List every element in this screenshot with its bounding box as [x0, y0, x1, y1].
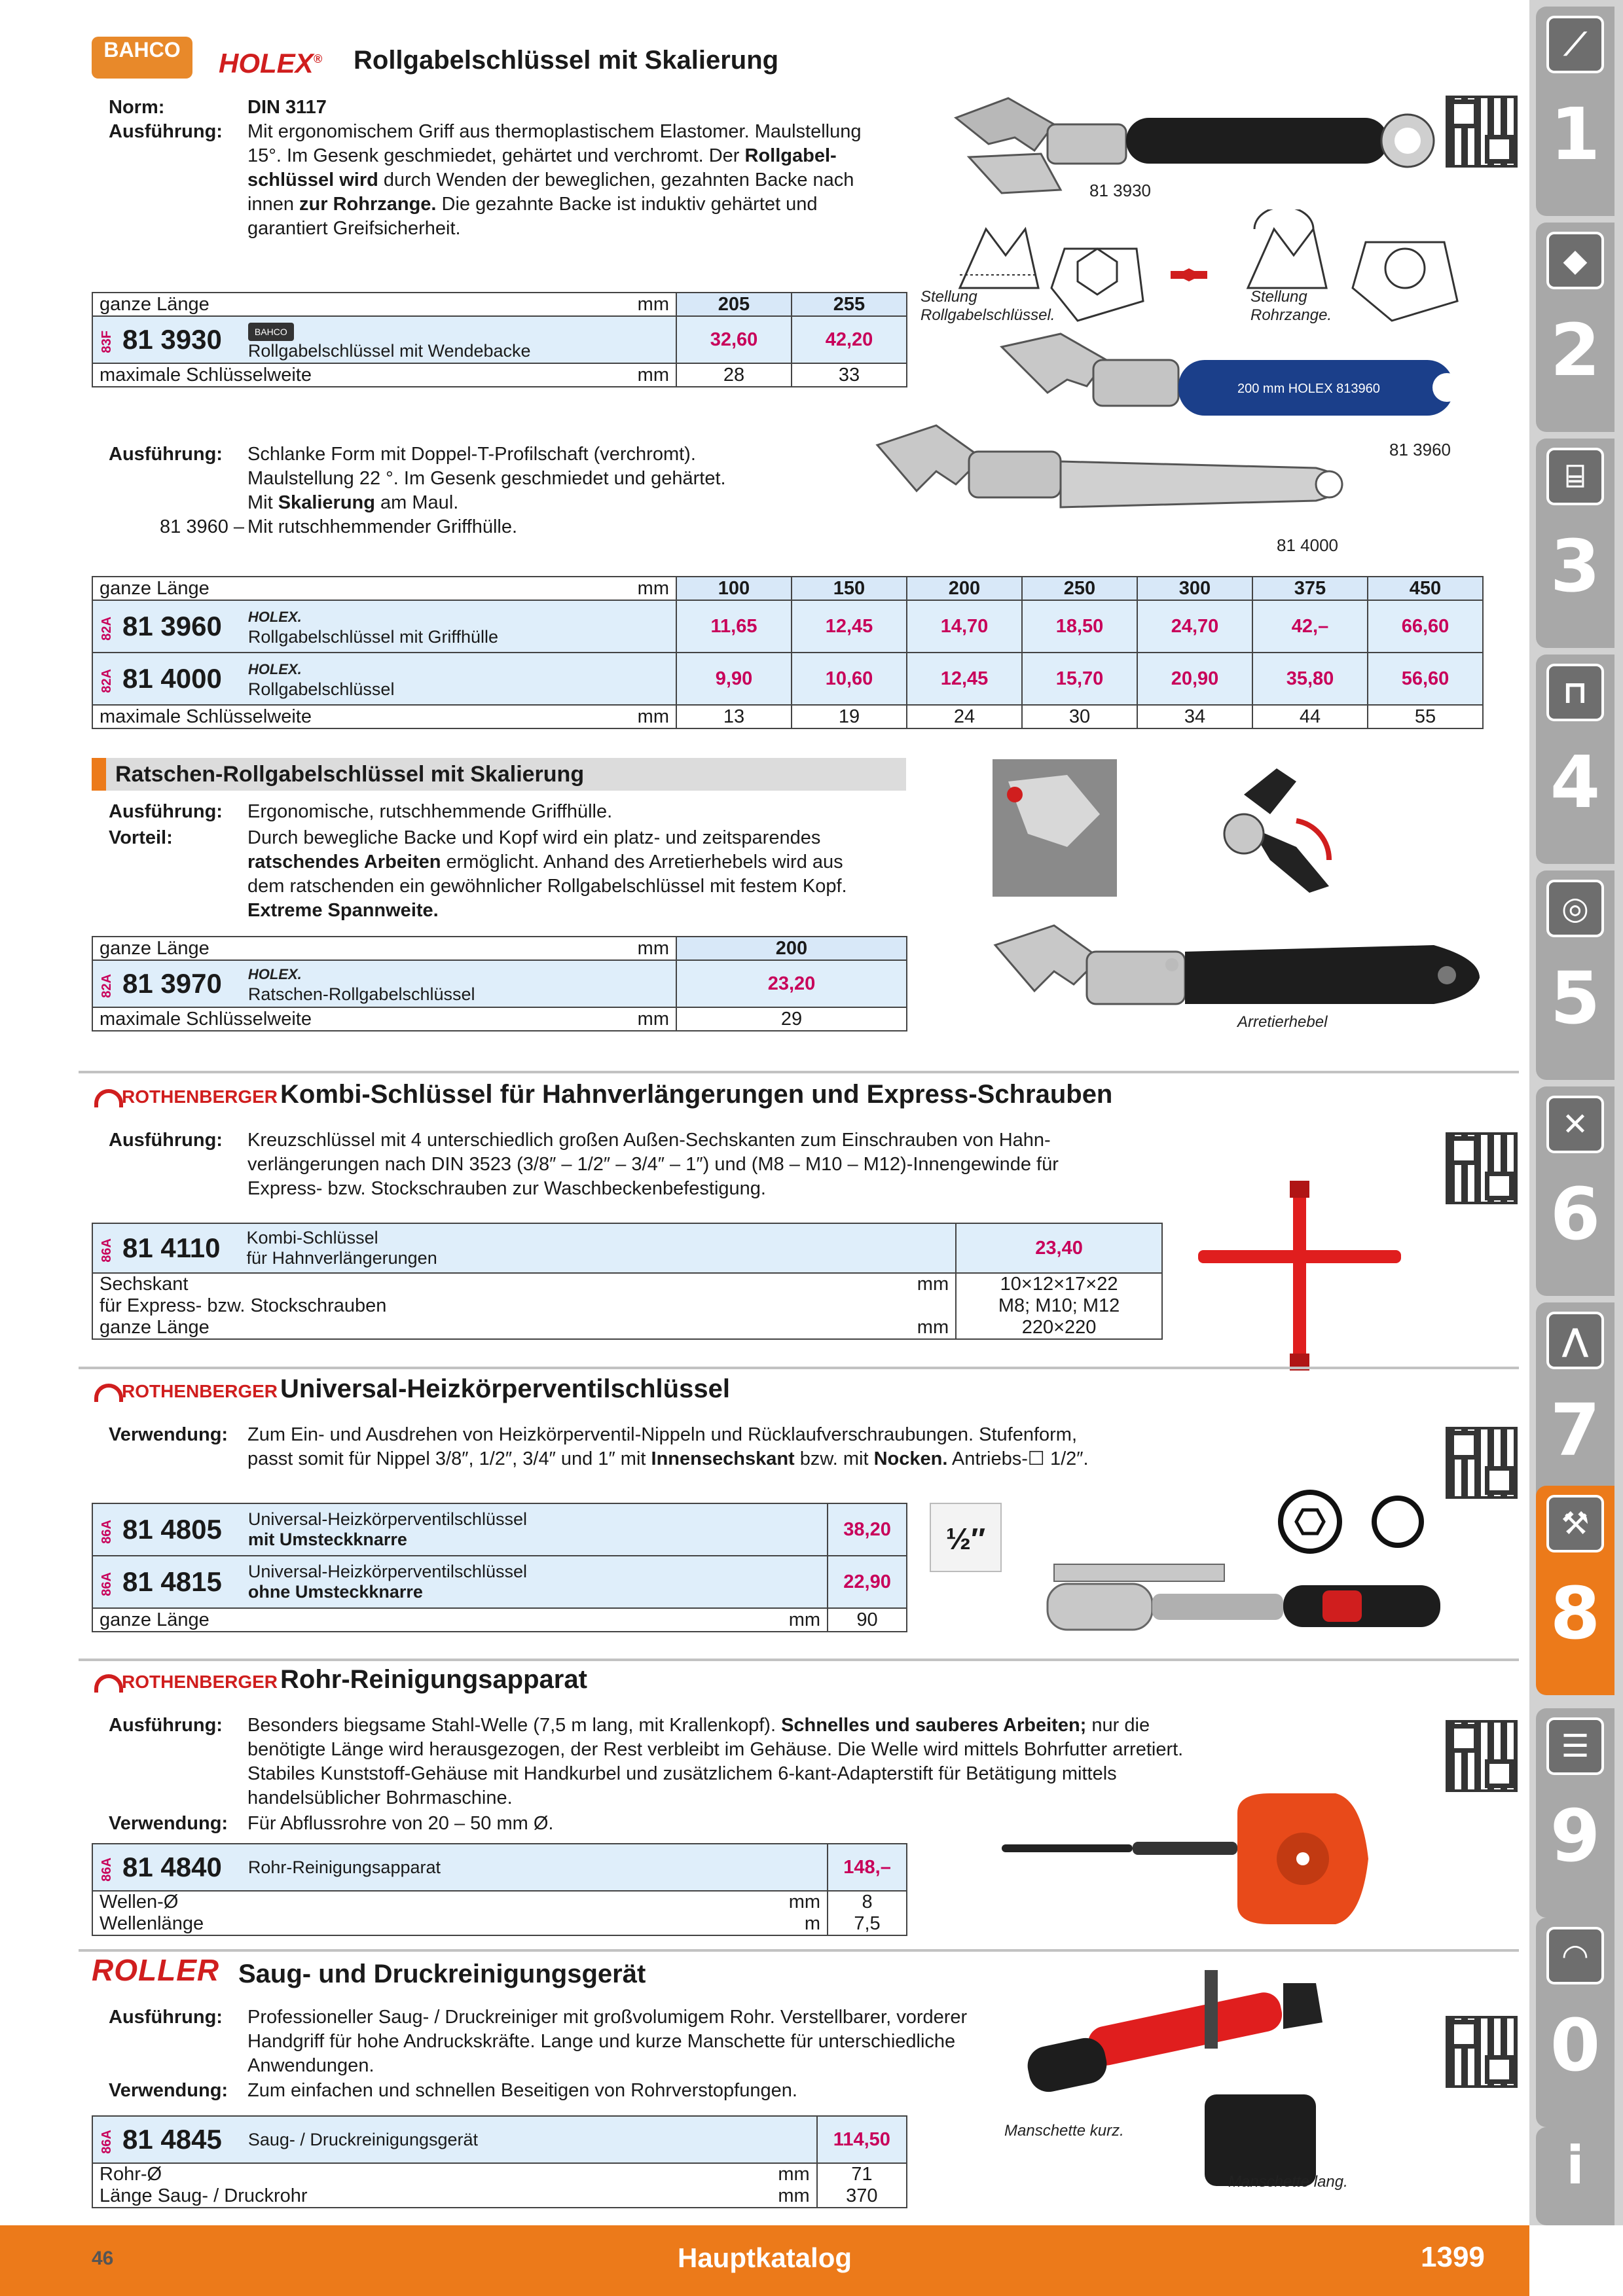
- length-label: ganze Länge: [92, 937, 624, 960]
- length-label: ganze Länge: [92, 577, 624, 600]
- unit: mm: [775, 1891, 828, 1913]
- size-header: 200: [907, 577, 1022, 600]
- ausfuehrung-label: Ausführung:: [109, 1130, 223, 1151]
- product-cell: [92, 2116, 817, 2163]
- size-header: 205: [676, 293, 792, 316]
- rothenberger-logo: ROTHENBERGER: [122, 1378, 278, 1405]
- unit: mm: [765, 2185, 817, 2208]
- max-width-value: 55: [1368, 705, 1483, 728]
- article-number[interactable]: 82A 81 3960: [100, 611, 222, 641]
- max-width-value: 30: [1022, 705, 1137, 728]
- grinding-disc-icon: ◎: [1546, 880, 1604, 937]
- size-header: 250: [1022, 577, 1137, 600]
- caption-lever: Arretierhebel: [1237, 1013, 1328, 1031]
- price: 12,45: [792, 600, 907, 653]
- size-header: 200: [676, 937, 907, 960]
- article-number[interactable]: 86A 81 4815: [100, 1566, 222, 1597]
- product-table-813970: [92, 936, 907, 1031]
- insert-icon: ◆: [1546, 232, 1604, 289]
- product-cell: [92, 653, 676, 705]
- verwendung-label: Verwendung:: [109, 2080, 228, 2101]
- spec-label: ganze Länge: [92, 1317, 903, 1339]
- subsection-header: Ratschen-Rollgabelschlüssel mit Skalierung: [92, 758, 906, 791]
- max-width-value: 24: [907, 705, 1022, 728]
- usage-text: Zum einfachen und schnellen Beseitigen von Rohrverstopfungen.: [247, 2080, 797, 2101]
- price: 12,45: [907, 653, 1022, 705]
- section-title: Kombi-Schlüssel für Hahnverlängerungen und Express-Schrauben: [280, 1080, 1113, 1109]
- max-width-value: 29: [676, 1007, 907, 1031]
- unit: mm: [624, 705, 676, 728]
- pliers-icon: ⋀: [1546, 1312, 1604, 1369]
- rothenberger-logo: ROTHENBERGER: [122, 1669, 278, 1695]
- qr-code: [1446, 1132, 1518, 1204]
- article-number[interactable]: 82A 81 4000: [100, 663, 222, 694]
- image-label: 81 3960: [1389, 440, 1451, 459]
- chapter-tab-5[interactable]: ◎ 5: [1536, 870, 1614, 1080]
- ratchet-wrench-images: [989, 755, 1499, 1056]
- wrench-image-813960-814000: [871, 321, 1486, 556]
- note-article: 81 3960 –: [160, 516, 245, 537]
- description-text: Kreuzschlüssel mit 4 unterschiedlich großen Außen-Sechskanten zum Einschrauben von Hahn- verlängerungen nach DIN 3523 (3/8″ – 1/2″ – 3/4″ – 1″) und (M8 – M10 – M12)-Innengewinde für Express- bzw. Stockschrauben zur Waschbeckenbefestigung.: [247, 1130, 1059, 1199]
- safety-gear-icon: ◠: [1546, 1927, 1604, 1984]
- chapter-tab-7[interactable]: ⋀ 7: [1536, 1302, 1614, 1512]
- chapter-tab-3[interactable]: ⌸ 3: [1536, 439, 1614, 648]
- product-name: Universal-Heizkörperventilschlüssel mit Umsteckknarre: [247, 1509, 527, 1549]
- unit: mm: [624, 1007, 676, 1031]
- max-width-label: maximale Schlüsselweite: [92, 705, 624, 728]
- size-header: 375: [1252, 577, 1368, 600]
- caption-short-cup: Manschette kurz.: [1004, 2122, 1124, 2140]
- price: 56,60: [1368, 653, 1483, 705]
- verwendung-label: Verwendung:: [109, 1813, 228, 1834]
- price: 15,70: [1022, 653, 1137, 705]
- holex-logo: HOLEX®: [219, 48, 322, 79]
- image-label: 81 4000: [1277, 535, 1338, 555]
- article-number[interactable]: 82A 81 3970: [100, 968, 222, 999]
- spec-label: Rohr-Ø: [92, 2163, 765, 2185]
- norm-label: Norm:: [109, 97, 165, 118]
- max-width-value: 33: [792, 363, 907, 387]
- table-row[interactable]: [92, 1503, 907, 1556]
- ausfuehrung-label: Ausführung:: [109, 2007, 223, 2028]
- product-cell: [92, 1223, 956, 1273]
- usage-text: Für Abflussrohre von 20 – 50 mm Ø.: [247, 1813, 554, 1834]
- price: 32,60: [676, 316, 792, 363]
- unit: mm: [903, 1273, 956, 1295]
- rothenberger-logo: ROTHENBERGER: [122, 1084, 278, 1110]
- product-name: Rollgabelschlüssel: [247, 679, 395, 699]
- spec-value: 370: [817, 2185, 907, 2208]
- section-divider: [79, 1949, 1519, 1952]
- norm-value: DIN 3117: [247, 97, 327, 118]
- chapter-tab-6[interactable]: ✕ 6: [1536, 1086, 1614, 1296]
- chapter-tab-info[interactable]: [1536, 2127, 1614, 2225]
- product-name: Saug- / Druckreinigungsgerät: [247, 2129, 479, 2149]
- table-row: [92, 705, 1483, 728]
- product-table-814110: [92, 1223, 1163, 1340]
- price: 42,–: [1252, 600, 1368, 653]
- table-row: [92, 1273, 1162, 1295]
- table-row: [92, 1891, 907, 1913]
- section-title: Rohr-Reinigungsapparat: [280, 1665, 587, 1694]
- ausfuehrung-label: Ausführung:: [109, 121, 223, 142]
- holex-mini-logo: HOLEX.: [247, 966, 302, 982]
- roller-logo: ROLLER: [92, 1953, 220, 1987]
- table-row[interactable]: [92, 316, 907, 363]
- ausfuehrung-label: Ausführung:: [109, 444, 223, 465]
- chapter-sidebar: [1529, 0, 1623, 2225]
- info-icon: i: [1546, 2136, 1604, 2194]
- description-text: Ergonomische, rutschhemmende Griffhülle.: [247, 801, 613, 822]
- product-name: Ratschen-Rollgabelschlüssel: [247, 984, 475, 1004]
- size-header: 300: [1137, 577, 1252, 600]
- section-divider: [79, 1367, 1519, 1369]
- product-name: Rohr-Reinigungsapparat: [247, 1857, 441, 1877]
- price: 11,65: [676, 600, 792, 653]
- unit: mm: [624, 363, 676, 387]
- radiator-key-image: [1041, 1486, 1473, 1643]
- product-table-8148xx: [92, 1503, 907, 1632]
- product-cell: [92, 960, 676, 1007]
- price: 14,70: [907, 600, 1022, 653]
- description-text: Professioneller Saug- / Druckreiniger mit großvolumigem Rohr. Verstellbarer, vorderer Handgriff für hohe Andruckskräfte. Lange und kurze Manschette für unterschiedliche Anwendungen.: [247, 2007, 968, 2076]
- product-table-813930: [92, 292, 907, 387]
- spec-value: 8: [828, 1891, 907, 1913]
- size-header: 450: [1368, 577, 1483, 600]
- drive-size-badge: ½″: [930, 1503, 1002, 1572]
- product-cell: [92, 316, 676, 363]
- max-width-value: 28: [676, 363, 792, 387]
- max-width-value: 44: [1252, 705, 1368, 728]
- price: 18,50: [1022, 600, 1137, 653]
- table-row[interactable]: [92, 653, 1483, 705]
- unit: mm: [624, 577, 676, 600]
- size-header: 150: [792, 577, 907, 600]
- description-text: Zum Ein- und Ausdrehen von Heizkörperventil-Nippeln und Rücklaufverschraubungen. Stufenform, passt somit für Nippel 3/8″, 1/2″, 3/4″ und 1″ mit Innensechskant bzw. mit Nocken. Antriebs-☐ 1/2″.: [247, 1424, 1089, 1469]
- cabinet-icon: ☰: [1546, 1717, 1604, 1775]
- table-row: [92, 937, 907, 960]
- length-label: ganze Länge: [92, 293, 624, 316]
- spec-label: Länge Saug- / Druckrohr: [92, 2185, 765, 2208]
- spec-value: 71: [817, 2163, 907, 2185]
- tools-icon: ⚒: [1546, 1495, 1604, 1552]
- article-number[interactable]: 83F 81 3930: [100, 324, 222, 355]
- spec-label: Wellenlänge: [92, 1913, 775, 1935]
- price: 66,60: [1368, 600, 1483, 653]
- spec-value: 220×220: [956, 1317, 1162, 1339]
- page-footer: [0, 2225, 1529, 2296]
- table-row[interactable]: [92, 1844, 907, 1891]
- product-cell: [92, 1844, 828, 1891]
- price: 9,90: [676, 653, 792, 705]
- max-width-value: 34: [1137, 705, 1252, 728]
- section-title: Rollgabelschlüssel mit Skalierung: [354, 46, 779, 75]
- table-row[interactable]: [92, 1556, 907, 1608]
- max-width-value: 19: [792, 705, 907, 728]
- article-number[interactable]: 86A 81 4845: [100, 2124, 222, 2155]
- price: 22,90: [828, 1556, 907, 1608]
- price: 23,40: [956, 1223, 1162, 1273]
- chapter-tab-2[interactable]: ◆ 2: [1536, 223, 1614, 432]
- tap-icon: ⌸: [1546, 448, 1604, 505]
- table-row: [92, 2185, 907, 2208]
- product-table-813960: [92, 576, 1484, 729]
- size-header: 100: [676, 577, 792, 600]
- cam-socket-icon: [1374, 1498, 1421, 1545]
- unit: mm: [765, 2163, 817, 2185]
- ausfuehrung-label: Ausführung:: [109, 1715, 223, 1736]
- wrench-screwdriver-icon: ✕: [1546, 1096, 1604, 1153]
- chapter-tab-8[interactable]: ⚒ 8: [1536, 1486, 1614, 1695]
- caliper-icon: ⊓: [1546, 664, 1604, 721]
- table-row: [92, 1295, 1162, 1317]
- size-header: 255: [792, 293, 907, 316]
- table-row[interactable]: [92, 2116, 907, 2163]
- description-text: Schlanke Form mit Doppel-T-Profilschaft (verchromt). Maulstellung 22 °. Im Gesenk geschmiedet und gehärtet. Mit Skalierung am Maul.: [247, 444, 726, 513]
- spec-value: 10×12×17×22: [956, 1273, 1162, 1295]
- image-label: 81 3930: [1089, 181, 1151, 200]
- price: 24,70: [1137, 600, 1252, 653]
- unit: mm: [775, 1608, 828, 1632]
- caption-position-right: Stellung Rohrzange.: [1250, 288, 1332, 324]
- price: 114,50: [817, 2116, 907, 2163]
- table-row: [92, 1608, 907, 1632]
- price: 23,20: [676, 960, 907, 1007]
- page-number-left: 46: [92, 2248, 114, 2269]
- holex-mini-logo: HOLEX.: [247, 661, 302, 677]
- spec-label: für Express- bzw. Stockschrauben: [92, 1295, 956, 1317]
- spec-value: M8; M10; M12: [956, 1295, 1162, 1317]
- price: 38,20: [828, 1503, 907, 1556]
- section-title: Saug- und Druckreinigungsgerät: [238, 1960, 646, 1988]
- unit: mm: [624, 293, 676, 316]
- chapter-tab-1[interactable]: ⟋ 1: [1536, 7, 1614, 216]
- max-width-value: 13: [676, 705, 792, 728]
- product-table-814840: [92, 1843, 907, 1936]
- table-row[interactable]: [92, 960, 907, 1007]
- table-row[interactable]: [92, 1223, 1162, 1273]
- max-width-label: maximale Schlüsselweite: [92, 1007, 624, 1031]
- plunger-image: [1008, 1970, 1401, 2193]
- section-divider: [79, 1071, 1519, 1073]
- spec-value: 7,5: [828, 1913, 907, 1935]
- unit: mm: [624, 937, 676, 960]
- article-number[interactable]: 86A 81 4840: [100, 1852, 222, 1882]
- product-name: Universal-Heizkörperventilschlüssel ohne Umsteckknarre: [247, 1562, 527, 1602]
- chapter-tab-9[interactable]: ☰ 9: [1536, 1708, 1614, 1918]
- handle-print: 200 mm HOLEX 813960: [1237, 382, 1380, 396]
- price: 10,60: [792, 653, 907, 705]
- max-width-label: maximale Schlüsselweite: [92, 363, 624, 387]
- spec-label: Sechskant: [92, 1273, 903, 1295]
- chapter-tab-4[interactable]: ⊓ 4: [1536, 655, 1614, 864]
- advantage-text: Durch bewegliche Backe und Kopf wird ein platz- und zeitsparendes ratschendes Arbeiten ermöglicht. Anhand des Arretierhebels wird aus dem ratschenden ein gewöhnlicher Rollgabelschlüssel mit festem Kopf. Extreme Spannweite.: [247, 827, 847, 921]
- product-name: Rollgabelschlüssel mit Wendebacke: [247, 340, 531, 361]
- unit: m: [775, 1913, 828, 1935]
- product-cell: [92, 1556, 828, 1608]
- product-cell: [92, 600, 676, 653]
- qr-code: [1446, 2016, 1518, 2088]
- hex-socket-icon: [1281, 1492, 1340, 1551]
- price: 20,90: [1137, 653, 1252, 705]
- caption-long-cup: Manschette lang.: [1228, 2173, 1348, 2191]
- table-row: [92, 1007, 907, 1031]
- ausfuehrung-label: Ausführung:: [109, 801, 223, 822]
- vorteil-label: Vorteil:: [109, 827, 173, 848]
- article-number[interactable]: 86A 81 4805: [100, 1514, 222, 1545]
- product-name: Rollgabelschlüssel mit Griffhülle: [247, 627, 498, 647]
- holex-mini-logo: HOLEX.: [247, 609, 302, 625]
- description-text: Besonders biegsame Stahl-Welle (7,5 m lang, mit Krallenkopf). Schnelles und sauberes Arbeiten; nur die benötigte Länge wird herausgezogen, der Rest verbleibt im Gehäuse. Die Welle wird mittels Bohrfutter arretiert. Stabiles Kunststoff-Gehäuse mit Handkurbel und zusätzlichem 6-kant-Adapterstift für Betätigung mittels handelsüblicher Bohrmaschine.: [247, 1715, 1184, 1808]
- product-table-814845: [92, 2115, 907, 2208]
- table-row: [92, 293, 907, 316]
- table-row: [92, 577, 1483, 600]
- length-value: 90: [828, 1608, 907, 1632]
- drill-bit-icon: ⟋: [1546, 16, 1604, 73]
- product-cell: [92, 1503, 828, 1556]
- bahco-mini-logo: BAHCO: [248, 323, 294, 341]
- drain-cleaner-image: [995, 1787, 1388, 1937]
- chapter-tab-0[interactable]: ◠ 0: [1536, 1918, 1614, 2127]
- spec-label: Wellen-Ø: [92, 1891, 775, 1913]
- unit: mm: [903, 1317, 956, 1339]
- cross-wrench-image: [1192, 1178, 1408, 1374]
- wrench-image-813930: [930, 79, 1453, 209]
- section-divider: [79, 1659, 1519, 1661]
- length-label: ganze Länge: [92, 1608, 775, 1632]
- caption-position-left: Stellung Rollgabelschlüssel.: [921, 288, 1055, 324]
- description-text: Mit ergonomischem Griff aus thermoplastischem Elastomer. Maulstellung 15°. Im Gesenk geschmiedet, gehärtet und verchromt. Der Rollgabel- schlüssel wird durch Wenden der beweglichen, gezahnten Backe nach innen zur Rohrzange. Die gezahnte Backe ist induktiv gehärtet und garantiert Greifsicherheit.: [247, 121, 862, 239]
- article-number[interactable]: 86A 81 4110: [100, 1232, 221, 1263]
- page-number-right: 1399: [1421, 2241, 1485, 2273]
- note-text: Mit rutschhemmender Griffhülle.: [247, 516, 518, 537]
- catalog-title: Hauptkatalog: [677, 2242, 852, 2273]
- qr-code: [1446, 1720, 1518, 1792]
- table-row: [92, 1913, 907, 1935]
- qr-code: [1446, 96, 1518, 168]
- verwendung-label: Verwendung:: [109, 1424, 228, 1445]
- bahco-logo: BAHCO: [92, 37, 192, 79]
- table-row[interactable]: [92, 600, 1483, 653]
- product-name: Kombi-Schlüssel für Hahnverlängerungen: [246, 1228, 437, 1268]
- table-row: [92, 1317, 1162, 1339]
- table-row: [92, 363, 907, 387]
- section-title: Universal-Heizkörperventilschlüssel: [280, 1374, 730, 1403]
- price: 35,80: [1252, 653, 1368, 705]
- table-row: [92, 2163, 907, 2185]
- price: 148,–: [828, 1844, 907, 1891]
- price: 42,20: [792, 316, 907, 363]
